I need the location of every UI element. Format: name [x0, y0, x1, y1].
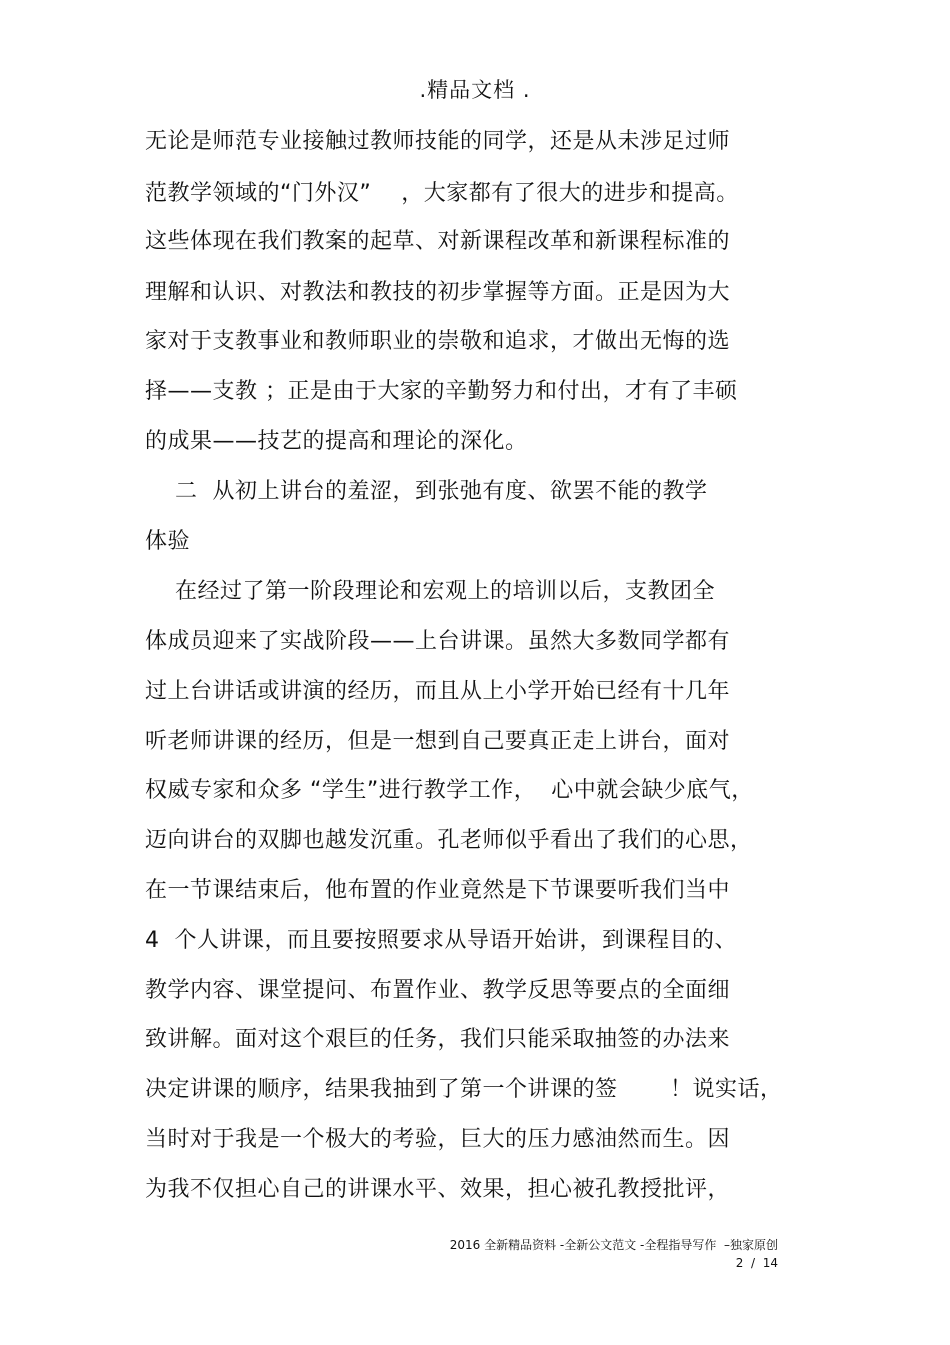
text-line: 二 从初上讲台的羞涩，到张弛有度、欲罢不能的教学	[145, 479, 708, 504]
text-line: 为我不仅担心自己的讲课水平、效果，担心被孔教授批评，	[145, 1177, 731, 1202]
text-line: 体成员迎来了实战阶段——上台讲课。虽然大多数同学都有	[145, 629, 731, 654]
text-line: 教学内容、课堂提问、布置作业、教学反思等要点的全面细	[145, 978, 731, 1003]
page-header: .精品文档 .	[419, 78, 531, 102]
text-line: 迈向讲台的双脚也越发沉重。孔老师似乎看出了我们的心思，	[145, 828, 753, 853]
text-line: 无论是师范专业接触过教师技能的同学，还是从未涉足过师	[145, 129, 731, 154]
text-line: 当时对于我是一个极大的考验，巨大的压力感油然而生。因	[145, 1127, 731, 1152]
text-line: 权威专家和众多 “学生”进行教学工作， 心中就会缺少底气，	[145, 778, 754, 803]
text-line: 4 个人讲课，而且要按照要求从导语开始讲，到课程目的、	[145, 928, 737, 953]
text-line: 这些体现在我们教案的起草、对新课程改革和新课程标准的	[145, 229, 731, 254]
text-line: 范教学领域的“门外汉” ，大家都有了很大的进步和提高。	[145, 181, 739, 206]
text-line: 在经过了第一阶段理论和宏观上的培训以后，支教团全	[145, 579, 715, 604]
text-line: 体验	[145, 529, 191, 554]
text-line: 的成果——技艺的提高和理论的深化。	[145, 429, 528, 454]
text-line: 家对于支教事业和教师职业的崇敬和追求，才做出无悔的选	[145, 329, 731, 354]
text-line: 理解和认识、对教法和教技的初步掌握等方面。正是因为大	[145, 280, 731, 305]
page-number: 2 / 14	[735, 1256, 778, 1270]
footer-text: 2016 全新精品资料 -全新公文范文 -全程指导写作 –独家原创	[449, 1238, 778, 1252]
text-line: 决定讲课的顺序，结果我抽到了第一个讲课的签 ！说实话，	[145, 1077, 783, 1102]
text-line: 听老师讲课的经历，但是一想到自己要真正走上讲台，面对	[145, 729, 731, 754]
text-line: 择——支教 ；正是由于大家的辛勤努力和付出，才有了丰硕	[145, 379, 738, 404]
text-line: 在一节课结束后，他布置的作业竟然是下节课要听我们当中	[145, 878, 731, 903]
text-line: 致讲解。面对这个艰巨的任务，我们只能采取抽签的办法来	[145, 1027, 731, 1052]
text-line: 过上台讲话或讲演的经历，而且从上小学开始已经有十几年	[145, 679, 731, 704]
